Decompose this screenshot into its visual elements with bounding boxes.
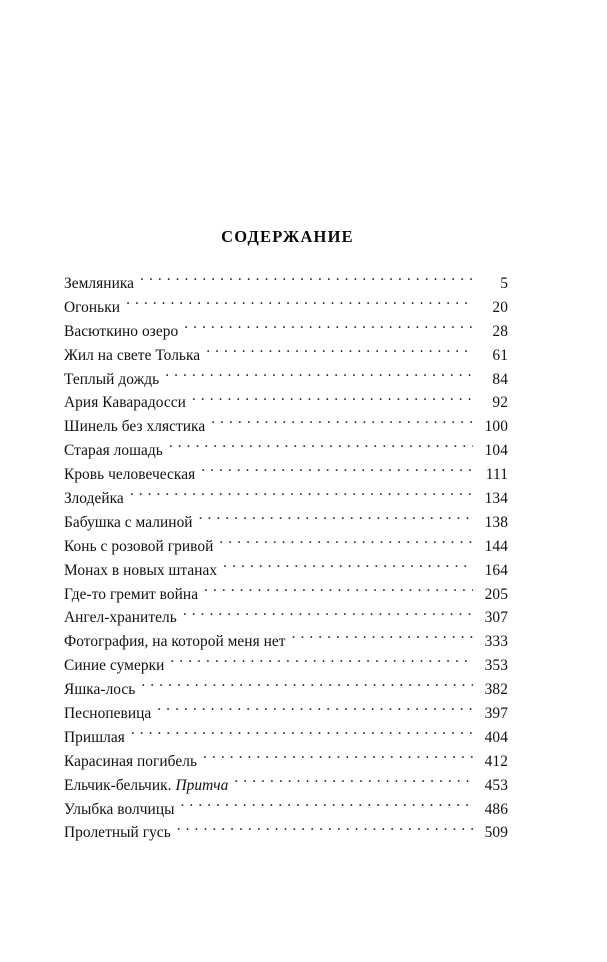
toc-entry-title: Теплый дождь — [64, 370, 160, 388]
toc-entry-page-number: 333 — [484, 633, 508, 651]
toc-entry-title: Яшка-лось — [64, 681, 136, 699]
toc-entry-page-number: 28 — [492, 322, 508, 340]
toc-entry-title: Карасиная погибель — [64, 752, 198, 770]
toc-dot-leader — [204, 583, 473, 598]
toc-dot-leader — [157, 703, 473, 718]
toc-dot-leader — [131, 727, 473, 742]
toc-entry-title: Земляника — [64, 275, 135, 292]
toc-entry-title: Злодейка — [64, 490, 124, 508]
toc-entry-page-number: 397 — [484, 705, 508, 723]
toc-entry[interactable] — [64, 439, 508, 463]
toc-entry[interactable] — [64, 535, 508, 559]
toc-entry-page-number: 144 — [484, 537, 508, 555]
toc-entry-title: Конь с розовой гривой — [64, 537, 214, 555]
toc-entry[interactable] — [64, 630, 508, 654]
toc-entry[interactable] — [64, 487, 508, 511]
toc-entry-title: Шинель без хлястика — [64, 418, 206, 436]
toc-dot-leader — [141, 679, 473, 694]
toc-dot-leader — [140, 273, 473, 288]
toc-entry-title: Где-то гремит война — [64, 585, 199, 603]
toc-dot-leader — [206, 344, 473, 359]
toc-entry-title: Фотография, на которой меня нет — [64, 633, 286, 651]
toc-dot-leader — [184, 320, 473, 335]
toc-entry-page-number: 412 — [484, 752, 508, 770]
toc-dot-leader — [169, 440, 473, 455]
toc-entry[interactable] — [64, 463, 508, 487]
toc-entry-title: Синие сумерки — [64, 657, 165, 675]
toc-dot-leader — [234, 774, 473, 789]
toc-entry-page-number: 84 — [492, 370, 508, 388]
toc-dot-leader — [170, 655, 473, 670]
toc-dot-leader — [130, 488, 473, 503]
toc-entry[interactable] — [64, 511, 508, 535]
toc-entry[interactable] — [64, 726, 508, 750]
toc-entry-page-number: 104 — [484, 442, 508, 460]
toc-entry[interactable] — [64, 320, 508, 344]
toc-entry-title: Улыбка волчицы — [64, 800, 175, 818]
toc-dot-leader — [165, 368, 473, 383]
toc-dot-leader — [126, 297, 473, 312]
toc-entry-title: Монах в новых штанах — [64, 561, 218, 579]
toc-entry-title: Бабушка с малиной — [64, 513, 193, 531]
toc-entry-page-number: 92 — [492, 394, 508, 412]
toc-entry-page-number: 164 — [484, 561, 508, 579]
toc-entry[interactable] — [64, 750, 508, 774]
table-of-contents-list — [64, 272, 508, 845]
toc-dot-leader — [192, 392, 473, 407]
toc-entry-title: Ельчик-бельчик. Притча — [64, 776, 229, 794]
toc-entry[interactable] — [64, 678, 508, 702]
toc-entry-page-number: 205 — [484, 585, 508, 603]
toc-entry-subtitle: Притча — [171, 776, 229, 794]
toc-dot-leader — [223, 559, 473, 574]
toc-entry-page-number: 5 — [500, 275, 508, 292]
toc-dot-leader — [199, 512, 473, 527]
toc-entry[interactable] — [64, 606, 508, 630]
toc-entry-title: Огоньки — [64, 298, 121, 316]
toc-entry-page-number: 100 — [484, 418, 508, 436]
toc-entry[interactable] — [64, 654, 508, 678]
toc-entry-page-number: 138 — [484, 513, 508, 531]
toc-entry-title: Жил на свете Толька — [64, 346, 201, 364]
toc-entry-title: Старая лошадь — [64, 442, 163, 460]
toc-entry-page-number: 453 — [484, 776, 508, 794]
toc-dot-leader — [292, 631, 473, 646]
toc-entry[interactable] — [64, 798, 508, 822]
page-title: СОДЕРЖАНИЕ — [221, 227, 354, 246]
toc-entry[interactable] — [64, 391, 508, 415]
toc-dot-leader — [201, 464, 473, 479]
toc-entry-page-number: 486 — [484, 800, 508, 818]
toc-entry-page-number: 111 — [485, 466, 508, 484]
toc-entry-title: Васюткино озеро — [64, 322, 179, 340]
toc-entry-title: Кровь человеческая — [64, 466, 196, 484]
toc-entry-title: Песнопевица — [64, 705, 152, 723]
toc-entry[interactable] — [64, 296, 508, 320]
toc-entry[interactable] — [64, 821, 508, 845]
toc-entry[interactable] — [64, 415, 508, 439]
toc-dot-leader — [211, 416, 473, 431]
toc-entry[interactable] — [64, 344, 508, 368]
toc-entry[interactable] — [64, 583, 508, 607]
toc-entry-title: Ария Каварадосси — [64, 394, 186, 412]
toc-entry-page-number: 61 — [492, 346, 508, 364]
toc-dot-leader — [177, 822, 473, 837]
toc-entry-page-number: 404 — [484, 728, 508, 746]
toc-dot-leader — [219, 535, 473, 550]
toc-dot-leader — [203, 750, 473, 765]
toc-dot-leader — [183, 607, 473, 622]
toc-entry[interactable] — [64, 368, 508, 392]
toc-entry[interactable] — [64, 702, 508, 726]
toc-entry-page-number: 134 — [484, 490, 508, 508]
toc-entry[interactable] — [64, 774, 508, 798]
toc-entry-title: Ангел-хранитель — [64, 609, 177, 627]
toc-entry-page-number: 382 — [484, 681, 508, 699]
toc-entry-page-number: 509 — [484, 824, 508, 842]
toc-entry[interactable] — [64, 559, 508, 583]
toc-dot-leader — [181, 798, 473, 813]
toc-entry-title: Пролетный гусь — [64, 824, 171, 842]
toc-entry[interactable] — [64, 272, 508, 296]
toc-entry-title: Пришлая — [64, 728, 125, 746]
toc-entry-page-number: 353 — [484, 657, 508, 675]
toc-entry-page-number: 20 — [492, 298, 508, 316]
toc-entry-page-number: 307 — [484, 609, 508, 627]
